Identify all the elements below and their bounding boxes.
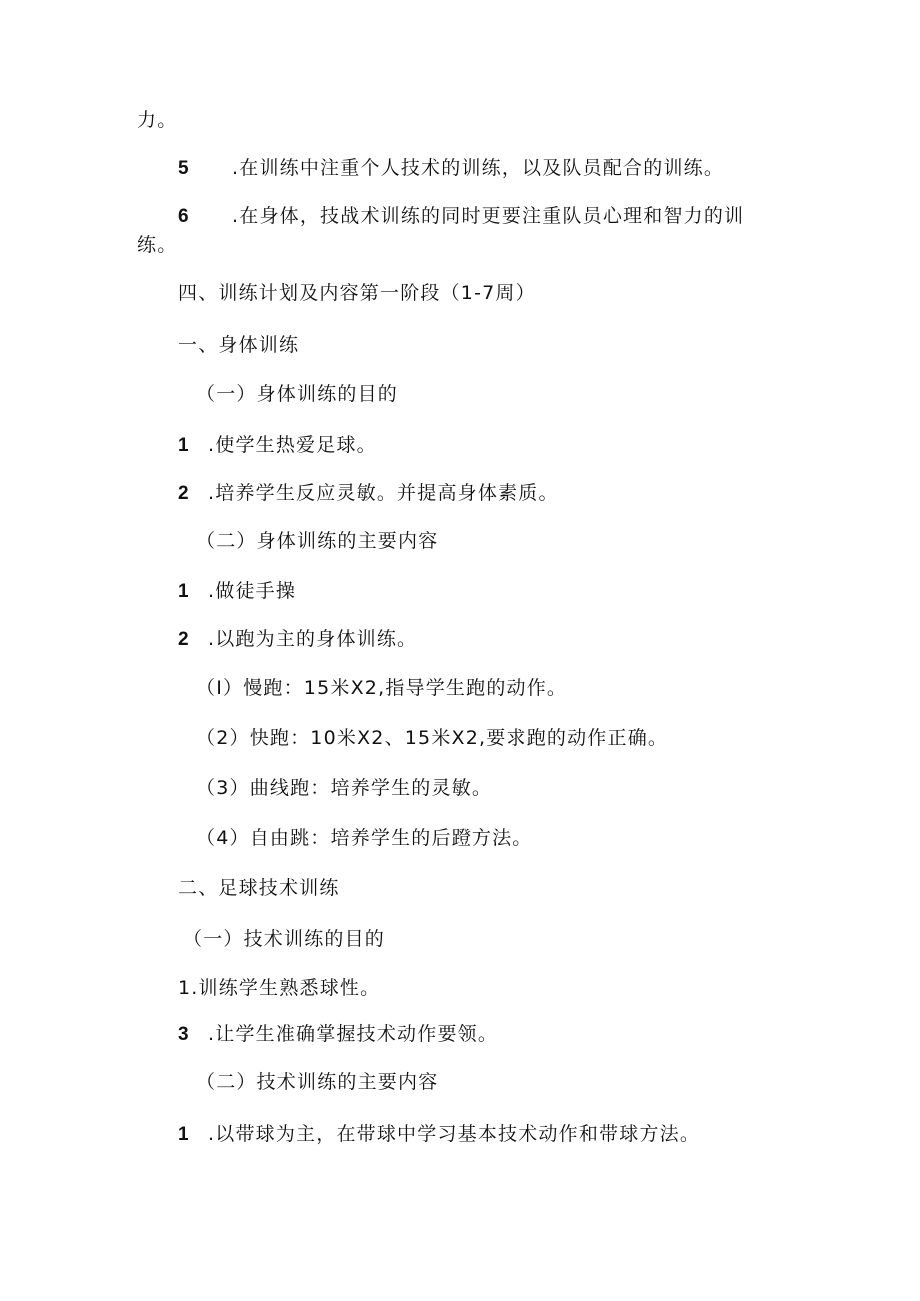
item-text: .在身体，技战术训练的同时更要注重队员心理和智力的训 [232, 205, 745, 227]
item-number: 2 [178, 483, 190, 504]
sub-item-text: （3）曲线跑：培养学生的灵敏。 [196, 777, 493, 799]
item-text: .让学生准确掌握技术动作要领。 [208, 1023, 499, 1045]
heading-text: 四、训练计划及内容第一阶段（1-7周） [178, 282, 536, 304]
item-text: .以带球为主，在带球中学习基本技术动作和带球方法。 [208, 1123, 701, 1145]
subheading-text: （一）技术训练的目的 [183, 928, 386, 950]
sub-item-text: （2）快跑：10米X2、15米X2,要求跑的动作正确。 [196, 727, 669, 749]
paragraph-continuation-line [137, 108, 177, 132]
numbered-item-3 [178, 1022, 498, 1047]
heading-text: 一、身体训练 [178, 334, 300, 356]
heading-text: 二、足球技术训练 [178, 877, 340, 899]
item-text: .在训练中注重个人技术的训练，以及队员配合的训练。 [232, 157, 725, 179]
section-heading-football-technique [178, 876, 340, 900]
subheading-physical-goal [196, 382, 398, 406]
numbered-item-1 [178, 579, 296, 604]
paragraph-text: 练。 [137, 234, 178, 256]
subheading-technique-content [196, 1070, 438, 1094]
paragraph-continuation-line [137, 233, 177, 257]
item-number: 2 [178, 629, 190, 650]
numbered-item-2 [178, 481, 559, 506]
numbered-item-5 [178, 156, 724, 181]
section-heading-physical-training [178, 333, 299, 357]
item-number: 1 [178, 1124, 190, 1145]
sub-item-text: （4）自由跳：培养学生的后蹬方法。 [196, 827, 533, 849]
subheading-text: （一）身体训练的目的 [196, 383, 399, 405]
item-number: 3 [178, 1024, 190, 1045]
subheading-text: （二）技术训练的主要内容 [196, 1071, 439, 1093]
item-number: 6 [178, 206, 190, 227]
subheading-technique-goal [183, 927, 385, 951]
item-number: 1 [178, 435, 190, 456]
numbered-item-6 [178, 204, 744, 229]
item-text: 1.训练学生熟悉球性。 [178, 977, 381, 999]
sub-item-fast-run [196, 726, 668, 750]
paragraph-text: 力。 [137, 109, 178, 131]
subheading-physical-content [196, 529, 438, 553]
item-number: 1 [178, 581, 190, 602]
numbered-item-2 [178, 627, 417, 652]
numbered-item-1-inline [178, 976, 380, 1000]
item-text: .培养学生反应灵敏。并提高身体素质。 [208, 482, 559, 504]
sub-item-free-jump [196, 826, 533, 850]
sub-item-curve-run [196, 776, 492, 800]
section-heading-training-plan [178, 281, 536, 305]
sub-item-text: （I）慢跑：15米X2,指导学生跑的动作。 [196, 677, 568, 699]
subheading-text: （二）身体训练的主要内容 [196, 530, 439, 552]
item-text: .使学生热爱足球。 [208, 434, 377, 456]
item-text: .以跑为主的身体训练。 [208, 628, 418, 650]
item-text: .做徒手操 [208, 580, 297, 602]
numbered-item-1 [178, 1122, 700, 1147]
sub-item-slow-run [196, 676, 567, 700]
numbered-item-1 [178, 433, 377, 458]
item-number: 5 [178, 158, 190, 179]
